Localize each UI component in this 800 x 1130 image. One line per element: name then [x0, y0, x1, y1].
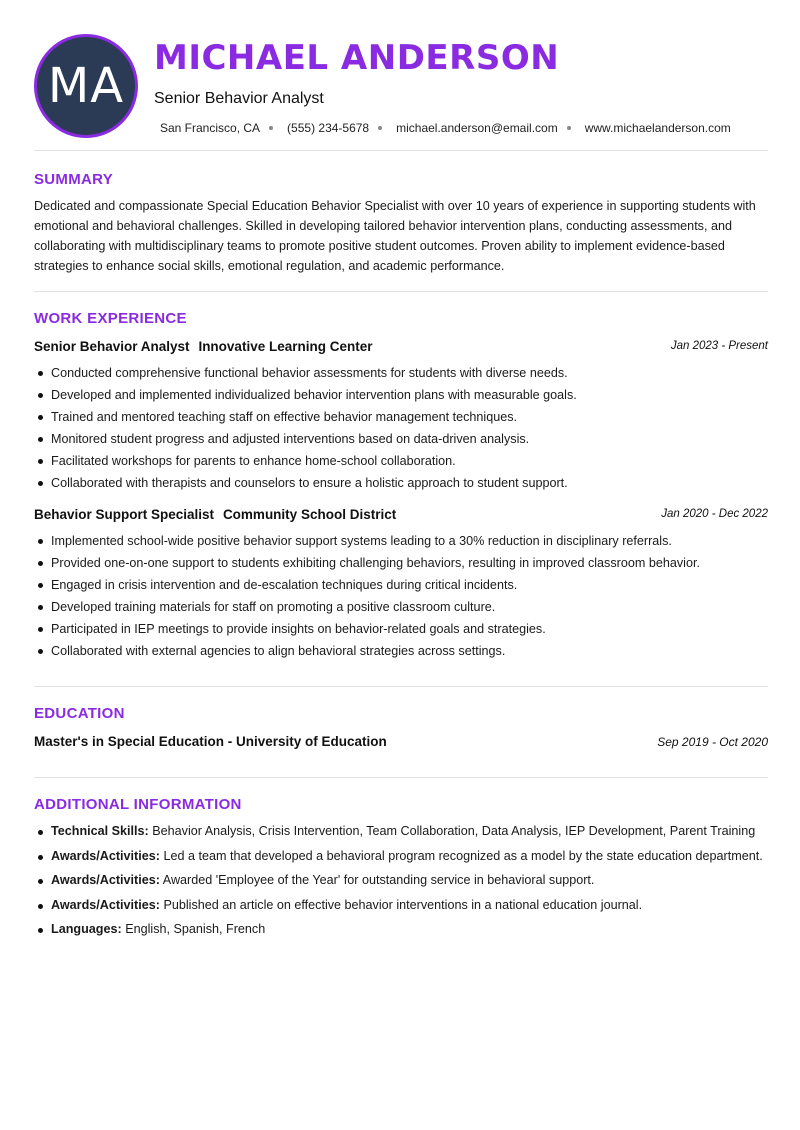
- list-item: Collaborated with external agencies to align behavioral strategies across settings.: [34, 640, 768, 662]
- job-entry: [34, 506, 768, 662]
- list-item: Collaborated with therapists and counselors to ensure a holistic approach to student support.: [34, 472, 768, 494]
- list-item: Engaged in crisis intervention and de-escalation techniques during critical incidents.: [34, 574, 768, 596]
- list-item: Participated in IEP meetings to provide insights on behavior-related goals and strategies.: [34, 618, 768, 640]
- list-item: Languages: English, Spanish, French: [34, 920, 768, 940]
- contact-email[interactable]: michael.anderson@email.com: [396, 121, 585, 135]
- list-item: Technical Skills: Behavior Analysis, Crisis Intervention, Team Collaboration, Data Analysis, IEP Development, Parent Training: [34, 822, 768, 842]
- job-title: Behavior Support Specialist: [34, 507, 215, 522]
- list-item: Developed training materials for staff on promoting a positive classroom culture.: [34, 596, 768, 618]
- job-date: Jan 2020 - Dec 2022: [661, 508, 768, 520]
- education-degree: Master's in Special Education - University of Education: [34, 734, 387, 749]
- job-date: Jan 2023 - Present: [670, 340, 768, 352]
- list-item: Provided one-on-one support to students exhibiting challenging behaviors, resulting in improved classroom behavior.: [34, 552, 768, 574]
- list-item: Trained and mentored teaching staff on effective behavior management techniques.: [34, 406, 768, 428]
- divider: [34, 291, 768, 292]
- contact-info: [160, 121, 731, 135]
- divider: [34, 150, 768, 151]
- resume-header: [34, 34, 768, 138]
- section-title-summary: SUMMARY: [34, 171, 114, 188]
- job-bullets: [34, 530, 768, 662]
- job-bullets: [34, 362, 768, 494]
- avatar-initials: MA: [47, 58, 125, 114]
- job-title: Senior Behavior Analyst: [34, 339, 190, 354]
- list-item: Awards/Activities: Led a team that developed a behavioral program recognized as a model by the state education department.: [34, 847, 768, 867]
- section-title-additional: ADDITIONAL INFORMATION: [34, 796, 242, 813]
- avatar: [34, 34, 138, 138]
- job-company: Community School District: [222, 507, 397, 522]
- job-company: Innovative Learning Center: [198, 339, 373, 354]
- additional-list: [34, 822, 768, 945]
- job-entry: [34, 338, 768, 494]
- list-item: Facilitated workshops for parents to enhance home-school collaboration.: [34, 450, 768, 472]
- education-entry: [34, 733, 768, 753]
- contact-location: San Francisco, CA: [160, 121, 287, 135]
- summary-text: Dedicated and compassionate Special Education Behavior Specialist with over 10 years of experience in supporting students with emotional and behavioral challenges. Skilled in developing tailored behavior intervention plans, conducting assessments, and collaborating with multidisciplinary teams to promote positive student outcomes. Proven ability to implement evidence-based strategies to enhance social skills, emotional regulation, and academic performance.: [34, 199, 756, 273]
- divider: [34, 686, 768, 687]
- section-title-experience: WORK EXPERIENCE: [34, 310, 187, 327]
- list-item: Monitored student progress and adjusted interventions based on data-driven analysis.: [34, 428, 768, 450]
- list-item: Implemented school-wide positive behavior support systems leading to a 30% reduction in disciplinary referrals.: [34, 530, 768, 552]
- contact-phone: (555) 234-5678: [287, 121, 396, 135]
- list-item: Awards/Activities: Published an article on effective behavior interventions in a national education journal.: [34, 896, 768, 916]
- list-item: Developed and implemented individualized behavior intervention plans with measurable goals.: [34, 384, 768, 406]
- section-title-education: EDUCATION: [34, 705, 125, 722]
- candidate-role: Senior Behavior Analyst: [154, 90, 324, 107]
- list-item: Conducted comprehensive functional behavior assessments for students with diverse needs.: [34, 362, 768, 384]
- divider: [34, 777, 768, 778]
- education-date: Sep 2019 - Oct 2020: [657, 735, 768, 749]
- contact-website[interactable]: www.michaelanderson.com: [584, 121, 731, 135]
- list-item: Awards/Activities: Awarded 'Employee of the Year' for outstanding service in behavioral support.: [34, 871, 768, 891]
- candidate-name: MICHAEL ANDERSON: [154, 38, 560, 78]
